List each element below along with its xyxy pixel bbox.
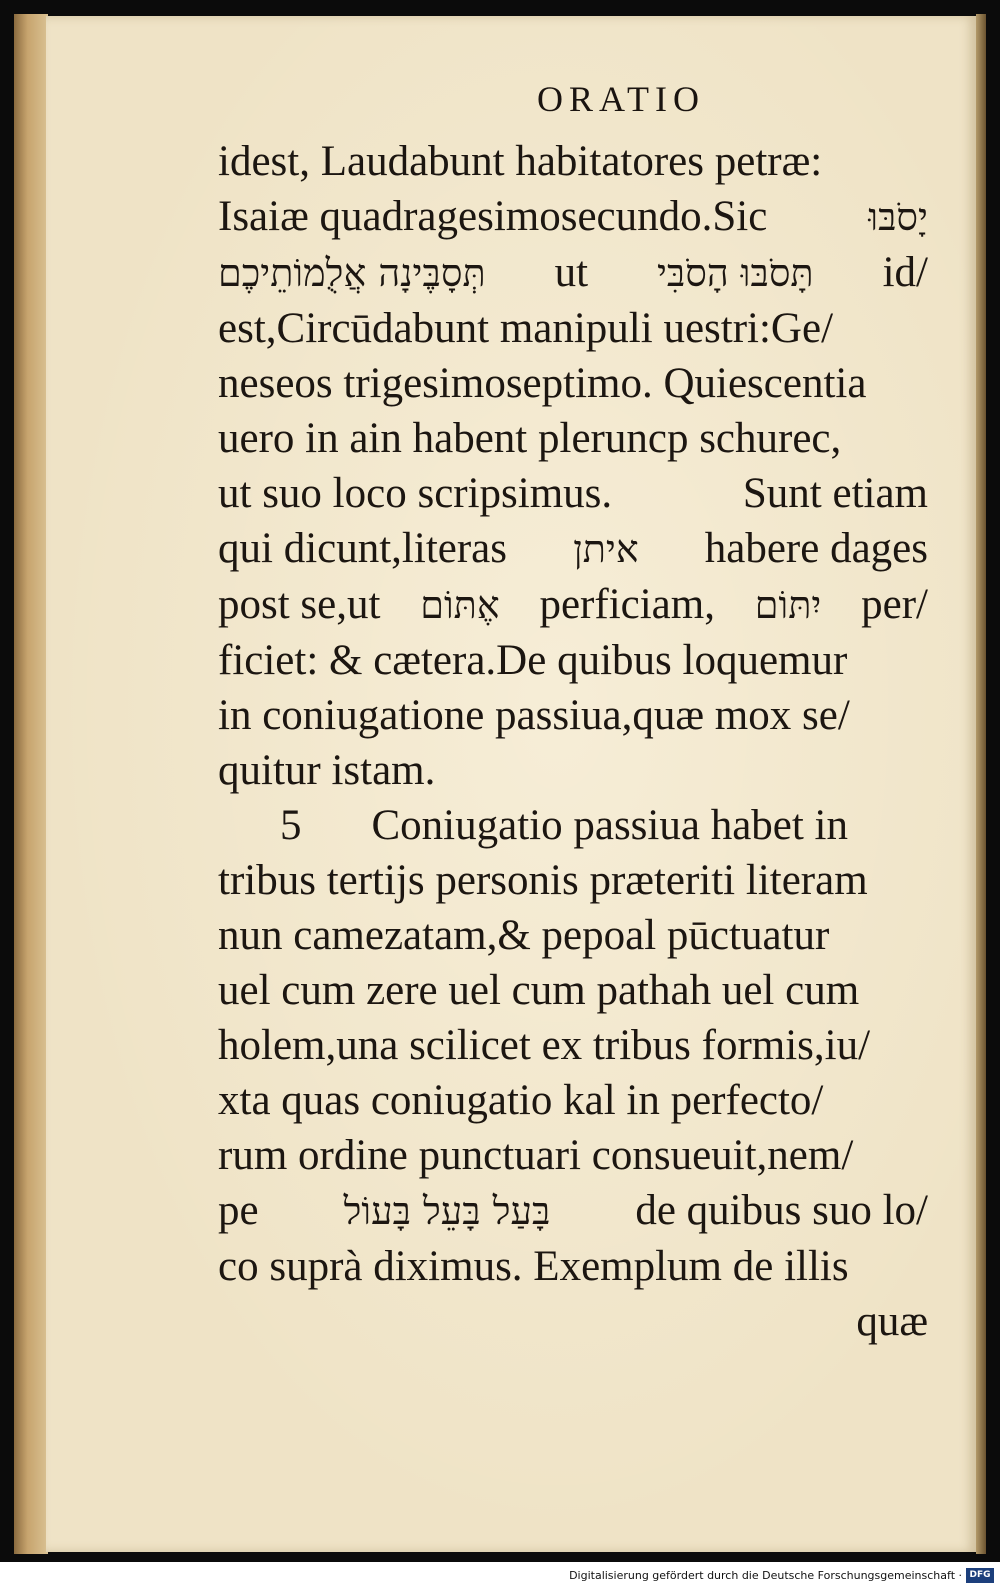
footer-bar	[0, 1562, 1000, 1591]
text-line: est,Circūdabunt manipuli uestri:Ge/	[218, 305, 834, 352]
text-line: holem,una scilicet ex tribus formis,iu/	[218, 1022, 871, 1069]
text-line: ut suo loco scripsimus. Sunt etiam	[218, 470, 928, 517]
book-edge-left	[14, 14, 48, 1554]
text-line: uel cum zere uel cum pathah uel cum	[218, 967, 860, 1014]
text-line: idest, Laudabunt habitatores petræ:	[218, 138, 823, 185]
text-line: neseos trigesimoseptimo. Quiescentia	[218, 360, 867, 407]
hebrew-word: איתן	[573, 527, 639, 571]
text-line: Isaiæ quadragesimosecundo.Sic יָסֹבּוּ	[218, 189, 928, 245]
hebrew-word: תְּסָבֶּינָה אֲלֻמוֹתֵיכֶם	[218, 251, 486, 295]
text-line: rum ordine punctuari consueuit,nem/	[218, 1132, 854, 1179]
hebrew-word: בָּעַל בָּעֵל בָּעוֹל	[343, 1189, 551, 1233]
hebrew-word: יָסֹבּוּ	[868, 195, 928, 239]
text-line: post se,ut אֶתּוֹם perficiam, יִתּוֹם per/	[218, 577, 928, 633]
text-block	[218, 134, 928, 1349]
text-line: ficiet: & cætera.De quibus loquemur	[218, 637, 848, 684]
text-line: in coniugatione passiua,quæ mox se/	[218, 692, 850, 739]
book-page	[46, 16, 976, 1552]
text-line: tribus tertijs personis præteriti literam	[218, 857, 868, 904]
book-edge-right	[976, 14, 986, 1554]
text-line: 5 Coniugatio passiua habet in	[218, 798, 928, 853]
dfg-logo: DFG	[966, 1568, 994, 1583]
hebrew-word: אֶתּוֹם	[420, 583, 500, 627]
text-line: nun camezatam,& pepoal pūctuatur	[218, 912, 830, 959]
text-line: pe בָּעַל בָּעֵל בָּעוֹל de quibus suo lo/	[218, 1183, 928, 1239]
hebrew-word: יִתּוֹם	[754, 583, 822, 627]
text-line: תְּסָבֶּינָה אֲלֻמוֹתֵיכֶם ut תָּסֹבּוּ הָסֹבִּי id/	[218, 245, 928, 301]
running-head: ORATIO	[537, 79, 705, 119]
hebrew-word: תָּסֹבּוּ הָסֹבִּי	[656, 251, 814, 295]
text-line: quitur istam.	[218, 747, 436, 794]
section-number: 5	[280, 802, 302, 849]
text-line: uero in ain habent pleruncp schurec,	[218, 415, 842, 462]
text-line: co suprà diximus. Exemplum de illis	[218, 1243, 849, 1290]
footer-credit: Digitalisierung gefördert durch die Deutsche Forschungsgemeinschaft ·	[569, 1569, 962, 1582]
text-line: qui dicunt,literas איתן habere dages	[218, 521, 928, 577]
text-line: xta quas coniugatio kal in perfecto/	[218, 1077, 824, 1124]
catchword: quæ	[856, 1298, 928, 1345]
